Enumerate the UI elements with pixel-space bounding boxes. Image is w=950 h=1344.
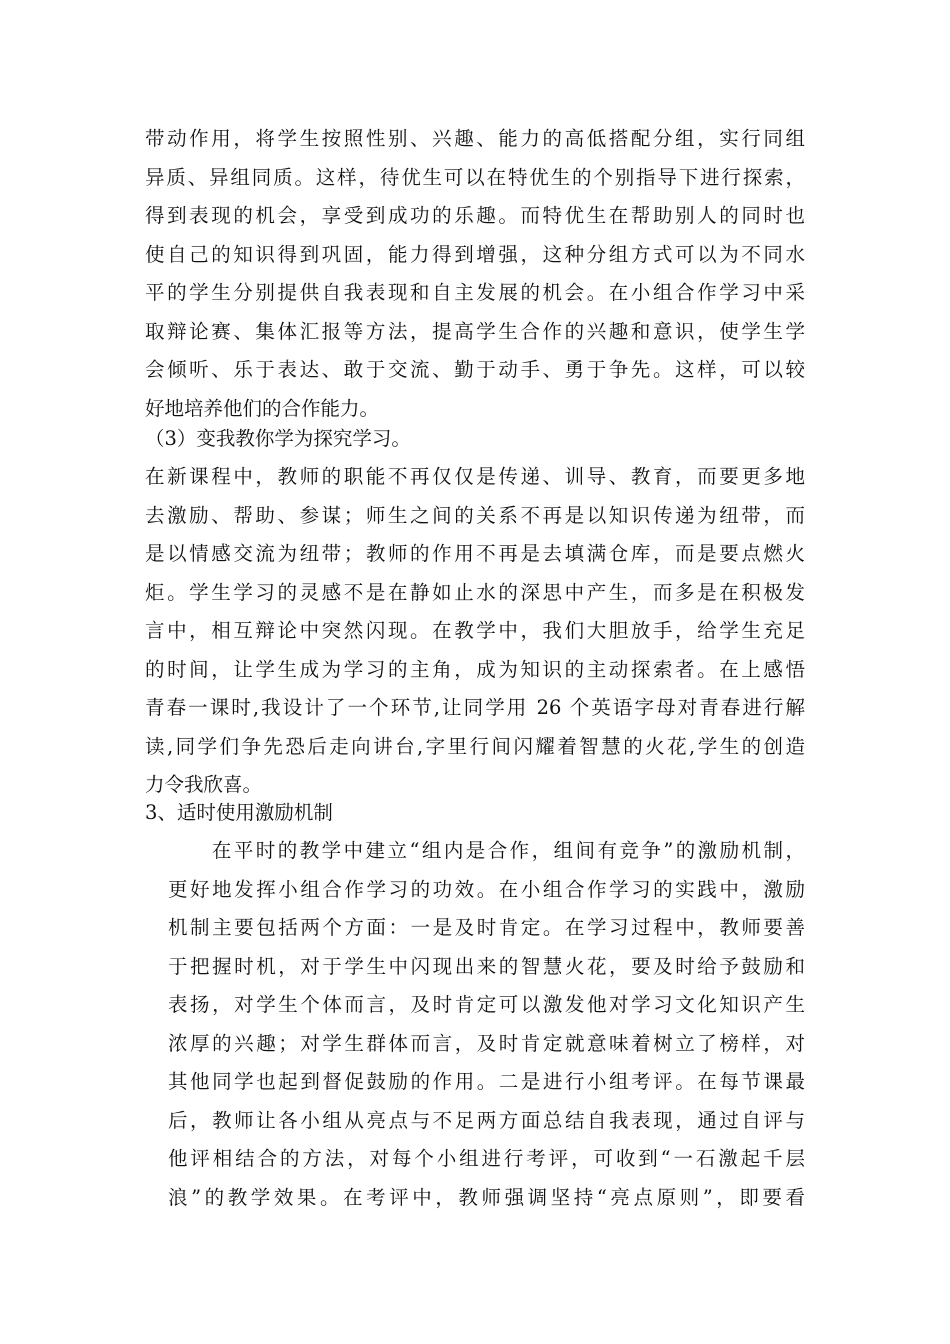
text-line: 得到表现的机会，享受到成功的乐趣。而特优生在帮助别人的同时也 xyxy=(145,204,805,227)
text-line: 后，教师让各小组从亮点与不足两方面总结自我表现，通过自评与 xyxy=(168,1108,805,1132)
text-line: 取辩论赛、集体汇报等方法，提高学生合作的兴趣和意识，使学生学 xyxy=(145,319,805,343)
text-line: 使自己的知识得到巩固，能力得到增强，这种分组方式可以为不同水 xyxy=(145,242,805,266)
text-line: 他评相结合的方法，对每个小组进行考评，可收到“一石激起千层 xyxy=(168,1147,805,1170)
text-line: （3）变我教你学为探究学习。 xyxy=(145,427,411,450)
text-line: 异质、异组同质。这样，待优生可以在特优生的个别指导下进行探索， xyxy=(145,165,805,189)
text-line: 读,同学们争先恐后走向讲台,字里行间闪耀着智慧的火花,学生的创造 xyxy=(145,734,805,758)
text-line: 炬。学生学习的灵感不是在静如止水的深思中产生，而多是在积极发 xyxy=(145,580,805,604)
text-line: 于把握时机，对于学生中闪现出来的智慧火花，要及时给予鼓励和 xyxy=(168,954,805,978)
paragraph-teacher-role xyxy=(145,458,805,805)
text-line: 带动作用，将学生按照性别、兴趣、能力的高低搭配分组，实行同组 xyxy=(145,127,805,150)
text-line: 的时间，让学生成为学习的主角，成为知识的主动探索者。在上感悟 xyxy=(145,657,805,681)
paragraph-incentive-mechanism xyxy=(168,832,805,1217)
text-line: 是以情感交流为纽带；教师的作用不再是去填满仓库，而是要点燃火 xyxy=(145,542,805,565)
text-line: 浪”的教学效果。在考评中，教师强调坚持“亮点原则”，即要看 xyxy=(168,1185,805,1209)
text-line: 3、适时使用激励机制 xyxy=(145,801,333,824)
subheading-inquiry-learning xyxy=(145,420,805,459)
text-line: 在新课程中，教师的职能不再仅仅是传递、训导、教育，而要更多地 xyxy=(145,465,805,488)
text-line: 浓厚的兴趣；对学生群体而言，及时肯定就意味着树立了榜样，对 xyxy=(168,1031,805,1055)
section-heading-incentive xyxy=(145,794,805,833)
text-line: 力令我欣喜。 xyxy=(145,773,263,796)
text-line: 青春一课时,我设计了一个环节,让同学用 26 个英语字母对青春进行解 xyxy=(145,696,805,719)
text-line: 会倾听、乐于表达、敢于交流、勤于动手、勇于争先。这样，可以较 xyxy=(145,358,805,381)
text-line: 言中，相互辩论中突然闪现。在教学中，我们大胆放手，给学生充足 xyxy=(145,619,805,642)
text-line: 去激励、帮助、参谋；师生之间的关系不再是以知识传递为纽带，而 xyxy=(145,503,805,527)
text-line: 好地培养他们的合作能力。 xyxy=(145,396,380,420)
text-line: 平的学生分别提供自我表现和自主发展的机会。在小组合作学习中采 xyxy=(145,281,805,304)
text-line: 更好地发挥小组合作学习的功效。在小组合作学习的实践中，激励 xyxy=(168,877,805,901)
text-line: 表扬，对学生个体而言，及时肯定可以激发他对学习文化知识产生 xyxy=(168,993,805,1016)
text-line: 在平时的教学中建立“组内是合作，组间有竞争”的激励机制， xyxy=(168,839,805,862)
paragraph-group-division xyxy=(145,120,805,428)
text-line: 机制主要包括两个方面：一是及时肯定。在学习过程中，教师要善 xyxy=(168,916,805,939)
text-line: 其他同学也起到督促鼓励的作用。二是进行小组考评。在每节课最 xyxy=(168,1070,805,1093)
